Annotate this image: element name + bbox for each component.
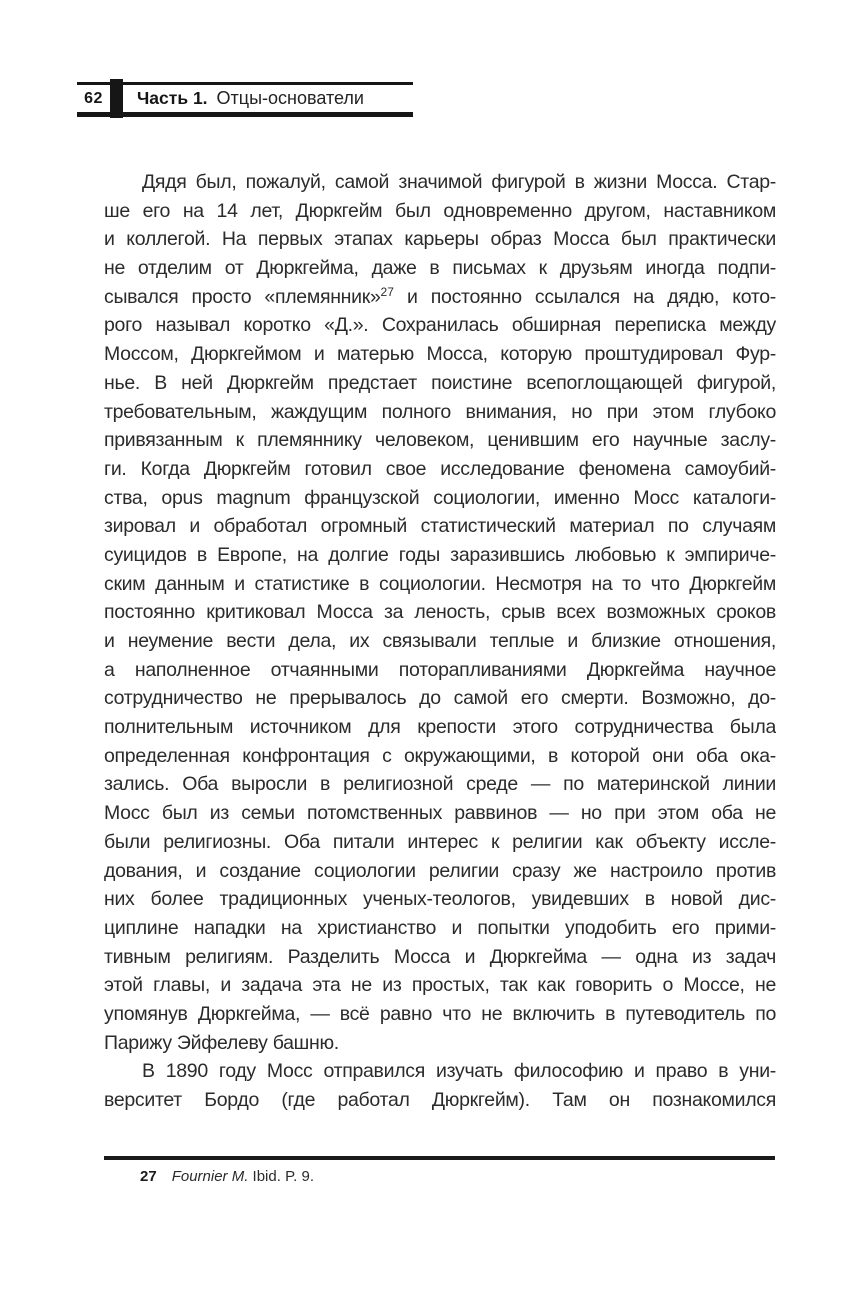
text-line: были религиозны. Оба питали интерес к религии как объекту иссле- (104, 830, 776, 853)
text-line: ги. Когда Дюркгейм готовил свое исследование феномена самоубий- (104, 457, 776, 480)
text-line: тивным религиям. Разделить Мосса и Дюркгейма — одна из задач (104, 945, 776, 968)
text-line: постоянно критиковал Мосса за леность, срыв всех возможных сроков (104, 601, 776, 624)
text-line: циплине нападки на христианство и попытки уподобить его прими- (104, 916, 776, 939)
page-number: 62 (84, 89, 103, 107)
text-line: определенная конфронтация с окружающими, в которой они оба ока- (104, 744, 776, 767)
footnote (140, 1168, 314, 1185)
part-title: Отцы-основатели (216, 88, 364, 108)
header-divider-bar (110, 79, 123, 118)
text-line: и коллегой. На первых этапах карьеры образ Мосса был практически (104, 228, 776, 251)
footnote-text: Ibid. P. 9. (252, 1168, 314, 1185)
text-line: дования, и создание социологии религии сразу же настроило против (104, 859, 776, 882)
text-line: сотрудничество не прерывалось до самой его смерти. Возможно, до- (104, 687, 776, 710)
text-line: них более традиционных ученых-теологов, увидевших в новой дис- (104, 888, 776, 911)
text-line: сывался просто «племянник»$^{27}$ и постоянно ссылался на дядю, кото- (104, 284, 776, 308)
part-label: Часть 1. (137, 88, 208, 108)
footnote-separator (104, 1156, 775, 1160)
body-text (104, 168, 776, 1115)
text-line: Моссом, Дюркгеймом и матерью Мосса, которую проштудировал Фур- (104, 343, 776, 366)
footnote-author: Fournier M. (171, 1168, 249, 1185)
footnote-marker: 27 (140, 1168, 157, 1185)
text-line: ше его на 14 лет, Дюркгейм был одновременно другом, наставником (104, 199, 776, 222)
text-line: требовательным, жаждущим полного внимания, но при этом глубоко (104, 400, 776, 423)
text-line: Мосс был из семьи потомственных раввинов — но при этом оба не (104, 802, 776, 825)
text-line: и неумение вести дела, их связывали теплые и близкие отношения, (104, 630, 776, 652)
text-line: упомянув Дюркгейма, — всё равно что не включить в путеводитель по (104, 1002, 776, 1025)
text-line: полнительным источником для крепости этого сотрудничества была (104, 716, 776, 739)
text-line: верситет Бордо (где работал Дюркгейм). Там он познакомился (104, 1089, 776, 1111)
text-line: зались. Оба выросли в религиозной среде — по материнской линии (104, 773, 776, 796)
text-line: Парижу Эйфелеву башню. (104, 1031, 339, 1054)
text-line: ства, opus magnum французской социологии, именно Мосс каталоги- (104, 486, 776, 509)
text-line: рого называл коротко «Д.». Сохранилась обширная переписка между (104, 314, 776, 337)
text-line: суицидов в Европе, на долгие годы заразившись любовью к эмпириче- (104, 543, 776, 566)
text-line: ским данным и статистике в социологии. Несмотря на то что Дюркгейм (104, 572, 776, 595)
text-line: этой главы, и задача эта не из простых, так как говорить о Моссе, не (104, 974, 776, 997)
text-line: привязанным к племяннику человеком, ценившим его научные заслу- (104, 429, 776, 452)
text-line: не отделим от Дюркгейма, даже в письмах к друзьям иногда подпи- (104, 257, 776, 280)
text-line: нье. В ней Дюркгейм предстает поистине всепоглощающей фигурой, (104, 371, 776, 394)
text-line: Дядя был, пожалуй, самой значимой фигурой в жизни Мосса. Стар- (142, 171, 776, 193)
text-line: а наполненное отчаянными поторапливаниями Дюркгейма научное (104, 658, 776, 681)
text-line: В 1890 году Мосс отправился изучать философию и право в уни- (142, 1060, 776, 1083)
page-header (77, 82, 413, 117)
text-line: зировал и обработал огромный статистический материал по случаям (104, 515, 776, 538)
footnote-reference: 27 (380, 284, 394, 299)
